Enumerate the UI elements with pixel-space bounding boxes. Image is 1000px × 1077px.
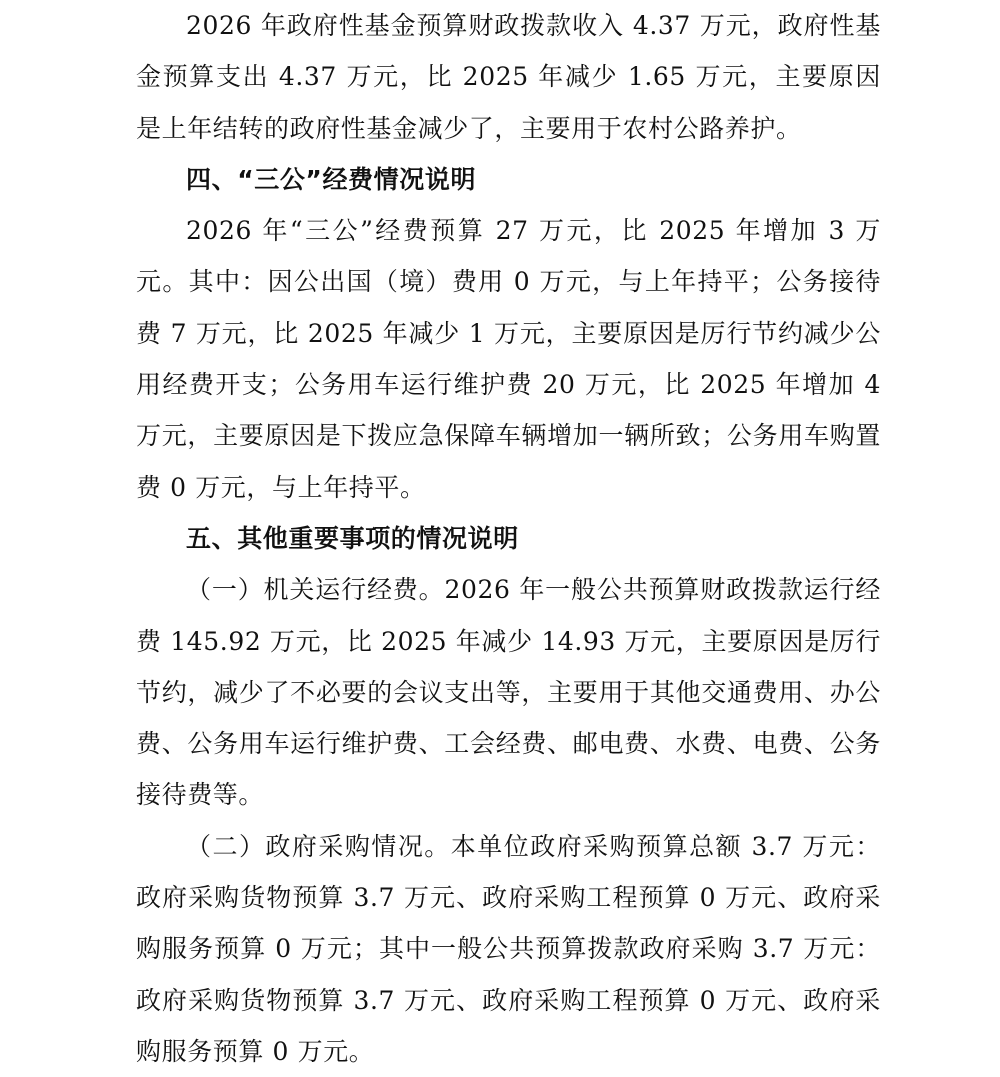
document-page [136,0,881,1077]
section-heading-other-matters: 五、其他重要事项的情况说明 [186,523,519,553]
paragraph-government-procurement: （二）政府采购情况。本单位政府采购预算总额 3.7 万元：政府采购货物预算 3.7 万元、政府采购工程预算 0 万元、政府采购服务预算 0 万元；其中一般公共预算拨款政府采购 3.7 万元：政府采购货物预算 3.7 万元、政府采购工程预算 0 万元、政府采购服务预算 0 万元。 [136,831,881,1066]
paragraph-three-public-expenses: 2026 年“三公”经费预算 27 万元，比 2025 年增加 3 万元。其中：因公出国（境）费用 0 万元，与上年持平；公务接待费 7 万元，比 2025 年减少 1 万元，主要原因是厉行节约减少公用经费开支；公务用车运行维护费 20 万元，比 2025 年增加 4 万元，主要原因是下拨应急保障车辆增加一辆所致；公务用车购置费 0 万元，与上年持平。 [136,216,881,502]
paragraph-fund-budget: 2026 年政府性基金预算财政拨款收入 4.37 万元，政府性基金预算支出 4.37 万元，比 2025 年减少 1.65 万元，主要原因是上年结转的政府性基金减少了，主要用于农村公路养护。 [136,11,881,143]
paragraph-operating-expenses: （一）机关运行经费。2026 年一般公共预算财政拨款运行经费 145.92 万元，比 2025 年减少 14.93 万元，主要原因是厉行节约，减少了不必要的会议支出等，主要用于其他交通费用、办公费、公务用车运行维护费、工会经费、邮电费、水费、电费、公务接待费等。 [136,575,881,810]
section-heading-three-public: 四、“三公”经费情况说明 [186,164,477,194]
